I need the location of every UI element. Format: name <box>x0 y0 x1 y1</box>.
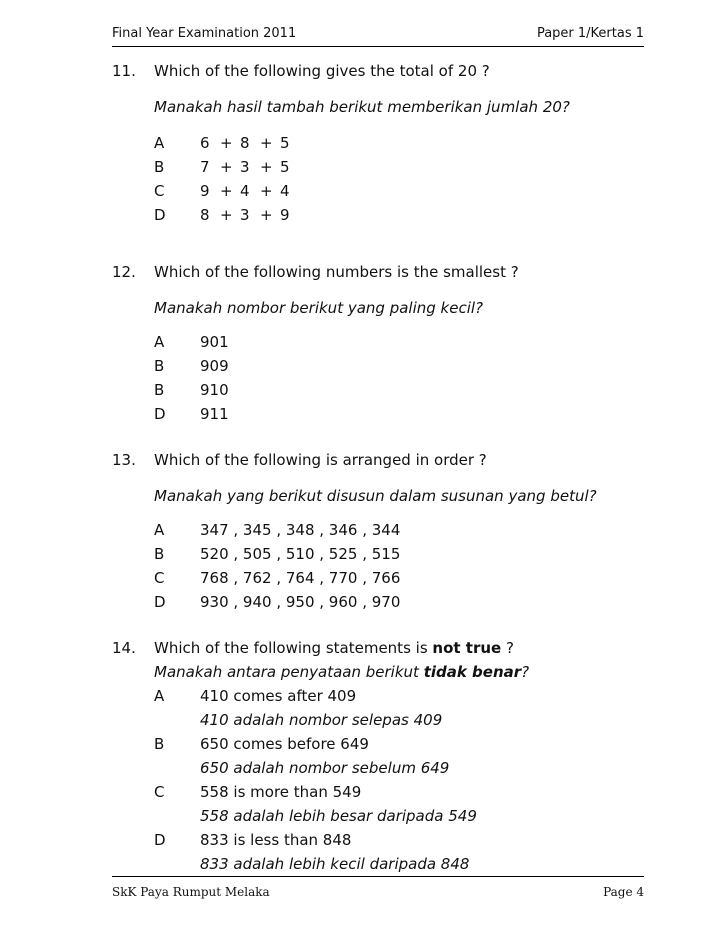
school-name: SkK Paya Rumput Melaka <box>112 885 270 899</box>
option-b-ms: 650 adalah nombor sebelum 649 <box>200 759 450 777</box>
question-text-en: Which of the following gives the total of 20 ? <box>154 62 490 80</box>
option-c: C 768 , 762 , 764 , 770 , 766 <box>154 569 401 587</box>
page-number: Page 4 <box>603 885 644 899</box>
emphasis-not-true: not true <box>432 639 502 657</box>
page-footer <box>112 876 644 897</box>
option-b: B 909 <box>154 357 229 375</box>
question-text-en: Which of the following statements is not true ? <box>154 639 514 657</box>
option-d: D 930 , 940 , 950 , 960 , 970 <box>154 593 401 611</box>
option-a-ms: 410 adalah nombor selepas 409 <box>200 711 443 729</box>
option-d: D 911 <box>154 405 229 423</box>
page-header <box>112 24 644 47</box>
question-text-ms: Manakah hasil tambah berikut memberikan jumlah 20? <box>154 98 570 116</box>
option-b: B 520 , 505 , 510 , 525 , 515 <box>154 545 401 563</box>
option-a: A 347 , 345 , 348 , 346 , 344 <box>154 521 401 539</box>
question-text-en: Which of the following is arranged in order ? <box>154 451 487 469</box>
option-a: A 410 comes after 409 <box>154 687 357 705</box>
option-c: B 910 <box>154 381 229 399</box>
question-number: 12. <box>112 263 136 281</box>
option-c: C 9 + 4 + 4 <box>154 182 290 200</box>
question-number: 14. <box>112 639 136 657</box>
question-number: 13. <box>112 451 136 469</box>
exam-title: Final Year Examination 2011 <box>112 26 297 41</box>
option-a: A 901 <box>154 333 229 351</box>
option-d: D 833 is less than 848 <box>154 831 352 849</box>
question-text-en: Which of the following numbers is the smallest ? <box>154 263 519 281</box>
option-c-ms: 558 adalah lebih besar daripada 549 <box>200 807 477 825</box>
question-text-ms: Manakah antara penyataan berikut tidak benar? <box>154 663 530 681</box>
question-text-ms: Manakah yang berikut disusun dalam susunan yang betul? <box>154 487 597 505</box>
question-text-ms: Manakah nombor berikut yang paling kecil? <box>154 299 484 317</box>
option-d: D 8 + 3 + 9 <box>154 206 290 224</box>
option-a: A 6 + 8 + 5 <box>154 134 290 152</box>
option-b: B 650 comes before 649 <box>154 735 369 753</box>
option-d-ms: 833 adalah lebih kecil daripada 848 <box>200 855 470 873</box>
emphasis-tidak-benar: tidak benar <box>423 663 522 681</box>
option-b: B 7 + 3 + 5 <box>154 158 290 176</box>
paper-label: Paper 1/Kertas 1 <box>536 26 644 41</box>
option-c: C 558 is more than 549 <box>154 783 362 801</box>
question-number: 11. <box>112 62 136 80</box>
